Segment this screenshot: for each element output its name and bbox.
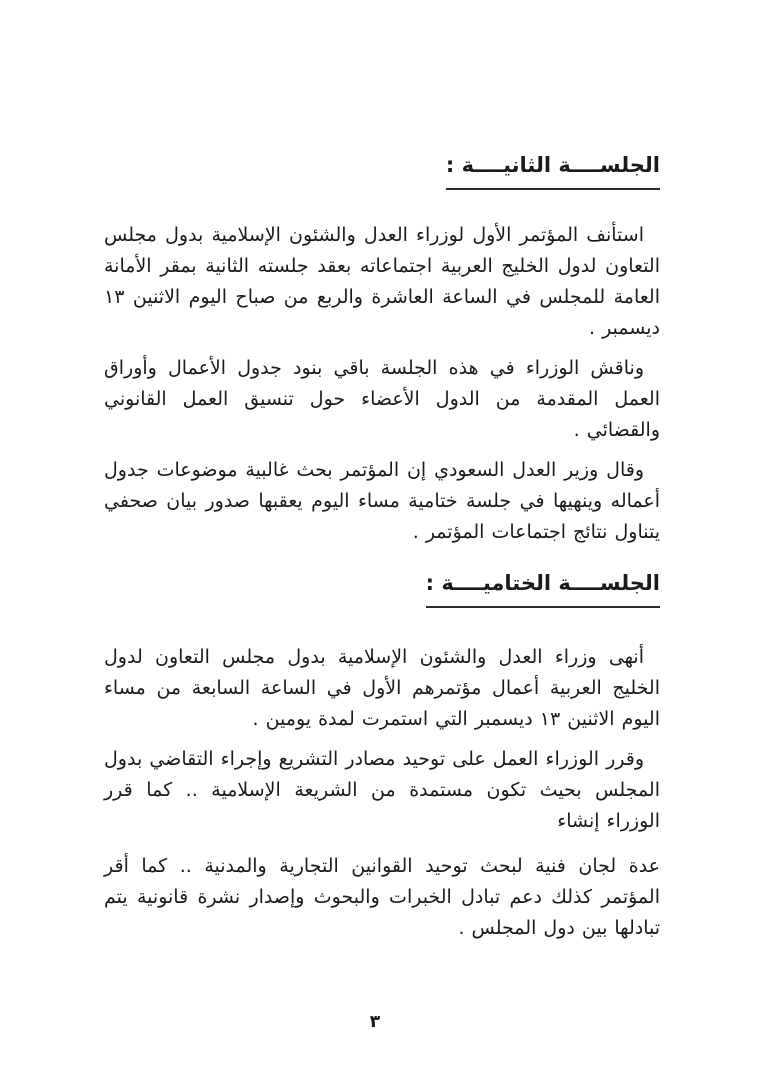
second-session-heading-text: الجلســــة الثانيــــة : [446,152,660,190]
paragraph-closing-committees: عدة لجان فنية لبحث توحيد القوانين التجارية والمدنية .. كما أقر المؤتمر كذلك دعم تبادل الخبرات والبحوث وإصدار نشرة قانونية يتم تبادلها بين دول المجلس . [104,855,660,939]
closing-session-heading-text: الجلســــة الختاميــــة : [426,570,660,608]
document-content [104,150,660,953]
section-second-session [104,150,660,548]
second-session-heading [104,150,660,190]
page-number: ٣ [369,1012,381,1032]
paragraph-session2-agenda: وناقش الوزراء في هذه الجلسة باقي بنود جدول الأعمال وأوراق العمل المقدمة من الدول الأعضاء حول تنسيق العمل القانوني والقضائي . [104,357,660,441]
paragraph-closing-conclusion: أنهى وزراء العدل والشئون الإسلامية بدول مجلس التعاون لدول الخليج العربية أعمال مؤتمرهم الأول في الساعة السابعة من مساء اليوم الاثنين ١٣ ديسمبر التي استمرت لمدة يومين . [104,646,660,730]
paragraph-session2-minister-statement: وقال وزير العدل السعودي إن المؤتمر بحث غالبية موضوعات جدول أعماله وينهيها في جلسة ختامية مساء اليوم يعقبها صدور بيان صحفي يتناول نتائج اجتماعات المؤتمر . [104,459,660,543]
paragraph-closing-decisions: وقرر الوزراء العمل على توحيد مصادر التشريع وإجراء التقاضي بدول المجلس بحيث تكون مستمدة من الشريعة الإسلامية .. كما قرر الوزراء إنشاء [104,748,660,832]
paragraph-session2-opening: استأنف المؤتمر الأول لوزراء العدل والشئون الإسلامية بدول مجلس التعاون لدول الخليج العربية اجتماعاته بعقد جلسته الثانية بمقر الأمانة العامة للمجلس في الساعة العاشرة والربع من صباح اليوم الاثنين ١٣ ديسمبر . [104,224,660,339]
closing-session-heading [104,568,660,608]
section-closing-session [104,568,660,944]
